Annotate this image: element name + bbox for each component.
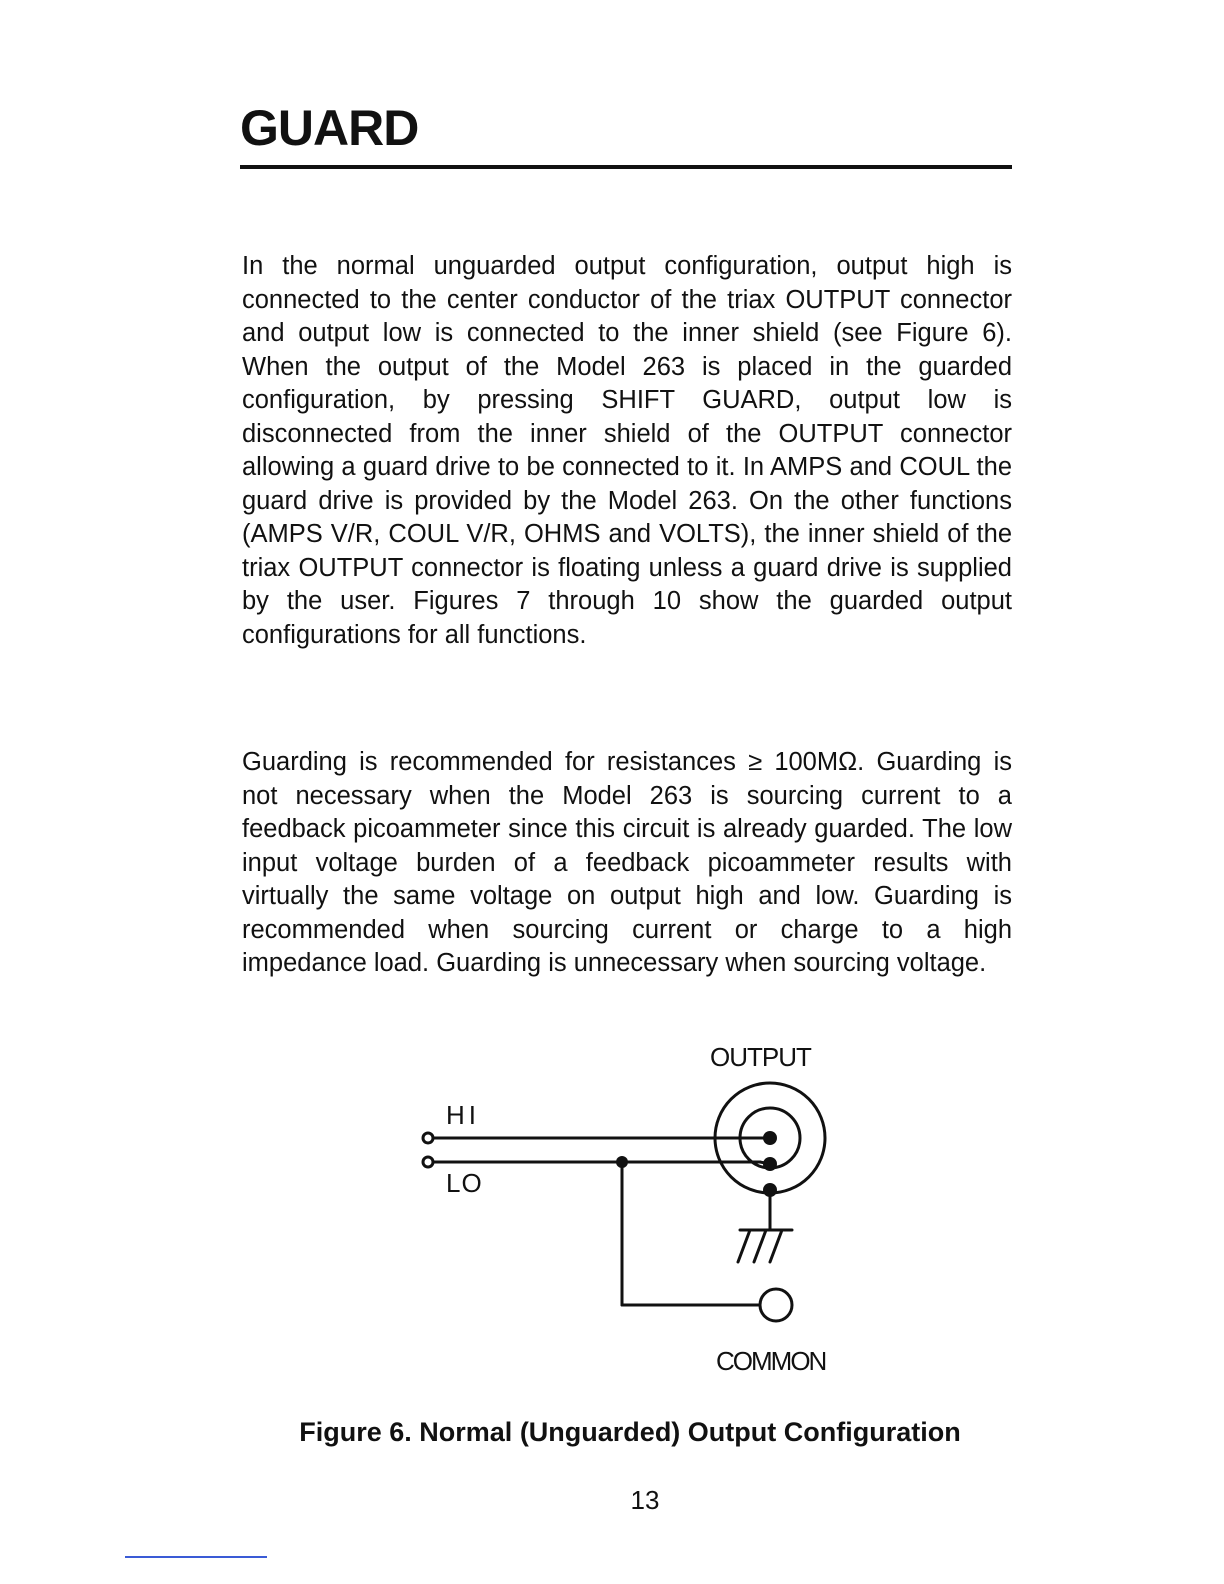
page-number: 13 <box>630 1485 660 1515</box>
common-label: COMMON <box>716 1346 826 1376</box>
inner-shield-dot <box>763 1157 777 1171</box>
output-configuration-schematic <box>400 1030 880 1390</box>
ground-hatch-2 <box>754 1230 766 1262</box>
ground-hatch-1 <box>738 1230 750 1262</box>
figure-6-diagram <box>400 1030 880 1390</box>
center-conductor-dot <box>763 1131 777 1145</box>
common-terminal <box>760 1289 792 1321</box>
outer-shield-dot <box>763 1183 777 1197</box>
lo-label: LO <box>446 1168 483 1198</box>
paragraph-guarding-recommendation: Guarding is recommended for resistances ≥ 100MΩ. Guarding is not necessary when the Model 263 is sourcing current to a feedback picoammeter since this circuit is already guarded. The low input voltage burden of a feedback picoammeter results with virtually the same voltage on output high and low. Guarding is recommended when sourcing current or charge to a high impedance load. Guarding is unnecessary when sourcing voltage. <box>242 748 1012 977</box>
figure-caption: Figure 6. Normal (Unguarded) Output Configuration <box>299 1417 961 1447</box>
section-heading: GUARD <box>240 100 419 156</box>
ground-hatch-3 <box>770 1230 782 1262</box>
hi-label: HI <box>446 1100 480 1130</box>
output-label: OUTPUT <box>710 1042 811 1072</box>
paragraph-unguarded-config: In the normal unguarded output configuration, output high is connected to the center conductor of the triax OUTPUT connector and output low is connected to the inner shield (see Figure 6). When the output of the Model 263 is placed in the guarded configuration, by pressing SHIFT GUARD, output low is disconnected from the inner shield of the OUTPUT connector allowing a guard drive to be connected to it. In AMPS and COUL the guard drive is provided by the Model 263. On the other functions (AMPS V/R, COUL V/R, OHMS and VOLTS), the inner shield of the triax OUTPUT connector is floating unless a guard drive is supplied by the user. Figures 7 through 10 show the guarded output configurations for all functions. <box>242 252 1012 649</box>
footer-link-underline <box>125 1556 267 1558</box>
lo-junction-dot <box>616 1156 628 1168</box>
heading-rule <box>240 165 1012 169</box>
